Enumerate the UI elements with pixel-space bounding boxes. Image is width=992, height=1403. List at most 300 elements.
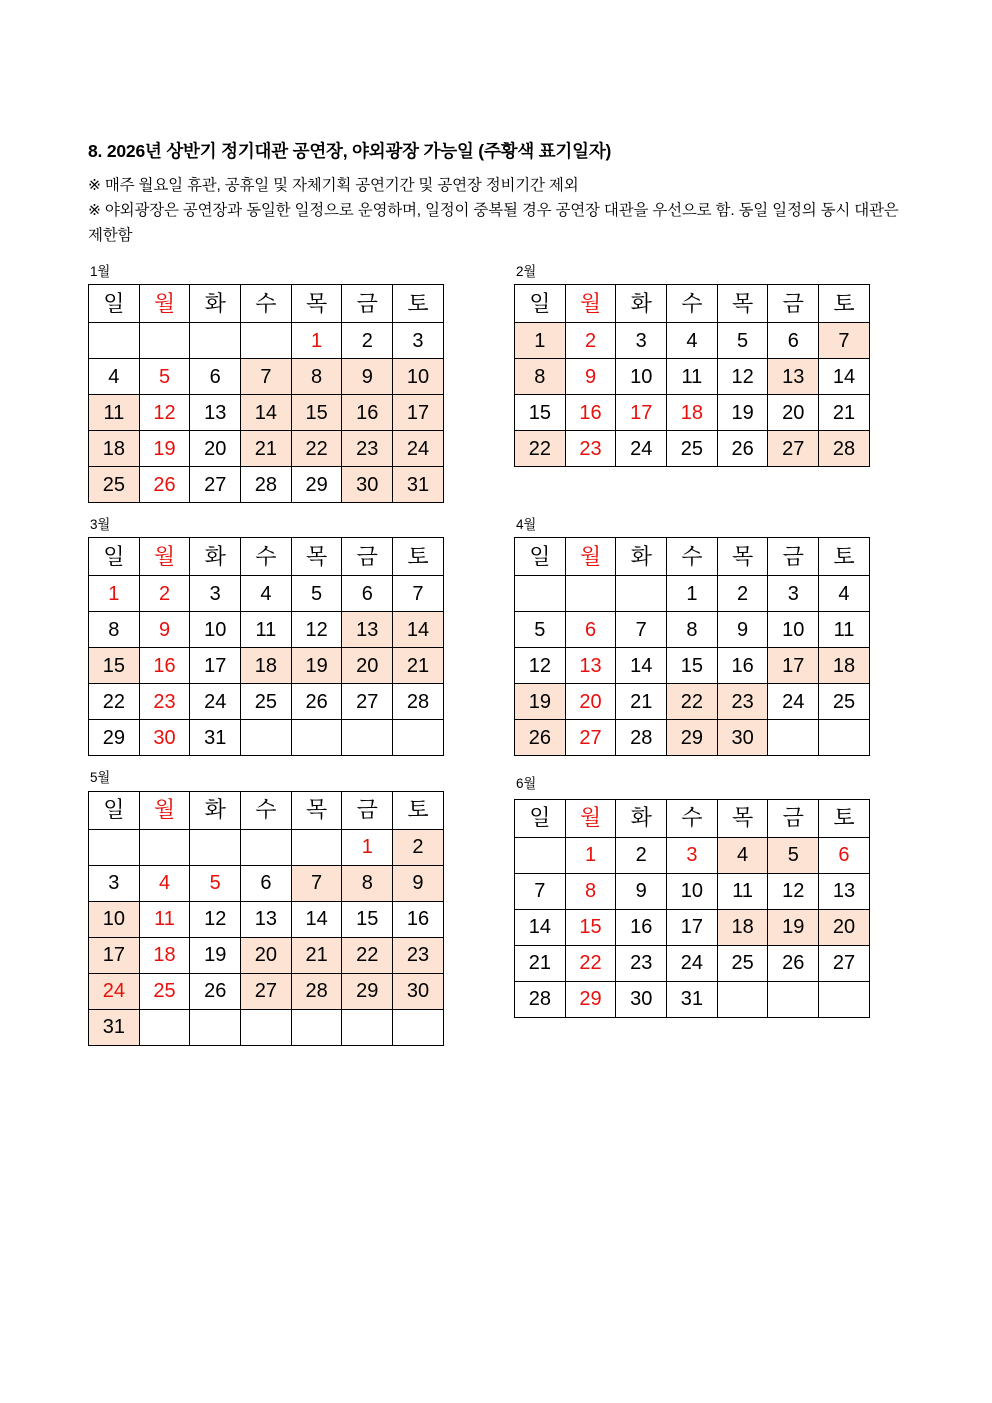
calendar-day-cell[interactable]: 23 [565,431,616,467]
calendar-week-row [89,359,444,395]
calendar-day-cell[interactable]: 11 [667,359,718,395]
calendar-day-cell[interactable]: 14 [819,359,870,395]
calendar-day-cell[interactable]: 5 [515,612,566,648]
calendar-empty-cell [190,829,241,865]
weekday-header-1: 월 [565,285,616,323]
calendar-day-cell[interactable]: 5 [190,865,241,901]
calendar-day-cell[interactable]: 5 [291,576,342,612]
calendar-table-march [88,537,444,756]
calendar-day-cell[interactable]: 26 [515,720,566,756]
month-label-april: 4월 [516,517,536,533]
calendar-day-cell[interactable]: 5 [768,837,819,873]
calendar-day-cell[interactable]: 18 [89,431,140,467]
calendar-week-row [515,981,870,1017]
calendar-empty-cell [139,829,190,865]
calendar-day-cell[interactable]: 20 [565,684,616,720]
calendar-table-february [514,284,870,467]
calendar-block-february [492,264,896,503]
calendar-day-cell[interactable]: 15 [89,648,140,684]
calendar-empty-cell [89,323,140,359]
calendar-empty-cell [616,576,667,612]
calendar-day-cell[interactable]: 22 [667,684,718,720]
calendar-day-cell[interactable]: 9 [565,359,616,395]
calendar-table-may [88,791,444,1046]
calendar-day-cell[interactable]: 15 [565,909,616,945]
calendar-day-cell[interactable]: 25 [717,945,768,981]
calendar-day-cell[interactable]: 30 [342,467,393,503]
calendar-day-cell[interactable]: 31 [190,720,241,756]
calendar-day-cell[interactable]: 9 [717,612,768,648]
calendar-day-cell[interactable]: 7 [291,865,342,901]
calendar-day-cell[interactable]: 26 [291,684,342,720]
calendar-week-row [515,323,870,359]
calendar-day-cell[interactable]: 31 [89,1009,140,1045]
calendar-day-cell[interactable]: 2 [565,323,616,359]
calendar-day-cell[interactable]: 1 [342,829,393,865]
calendar-day-cell[interactable]: 28 [393,684,444,720]
calendar-day-cell[interactable]: 2 [342,323,393,359]
calendar-day-cell[interactable]: 17 [667,909,718,945]
calendar-day-cell[interactable]: 27 [342,684,393,720]
calendar-day-cell[interactable]: 2 [139,576,190,612]
calendar-day-cell[interactable]: 18 [241,648,292,684]
calendar-day-cell[interactable]: 10 [667,873,718,909]
weekday-header-4: 목 [291,791,342,829]
weekday-header-2: 화 [616,799,667,837]
weekday-header-2: 화 [190,285,241,323]
calendar-day-cell[interactable]: 30 [717,720,768,756]
calendar-day-cell[interactable]: 11 [717,873,768,909]
weekday-header-0: 일 [515,285,566,323]
calendar-day-cell[interactable]: 15 [291,395,342,431]
calendar-day-cell[interactable]: 19 [768,909,819,945]
calendar-day-cell[interactable]: 20 [190,431,241,467]
calendar-day-cell[interactable]: 12 [768,873,819,909]
month-label-may: 5월 [90,770,110,786]
calendar-day-cell[interactable]: 1 [667,576,718,612]
calendar-day-cell[interactable]: 22 [342,937,393,973]
calendar-day-cell[interactable]: 9 [139,612,190,648]
weekday-header-row [89,285,444,323]
calendar-day-cell[interactable]: 8 [89,612,140,648]
calendar-day-cell[interactable]: 10 [616,359,667,395]
calendar-day-cell[interactable]: 25 [819,684,870,720]
weekday-header-5: 금 [768,799,819,837]
calendar-day-cell[interactable]: 23 [393,937,444,973]
weekday-header-1: 월 [565,538,616,576]
calendar-day-cell[interactable]: 23 [342,431,393,467]
weekday-header-5: 금 [768,285,819,323]
calendar-block-january [88,264,492,503]
weekday-header-1: 월 [139,791,190,829]
weekday-header-4: 목 [717,538,768,576]
calendar-day-cell[interactable]: 7 [393,576,444,612]
calendar-day-cell[interactable]: 30 [616,981,667,1017]
calendar-day-cell[interactable]: 29 [291,467,342,503]
calendar-week-row [89,612,444,648]
calendar-day-cell[interactable]: 11 [819,612,870,648]
calendar-week-row [89,1009,444,1045]
calendar-day-cell[interactable]: 12 [139,395,190,431]
calendar-day-cell[interactable]: 7 [616,612,667,648]
calendar-day-cell[interactable]: 28 [819,431,870,467]
calendar-day-cell[interactable]: 28 [515,981,566,1017]
calendar-day-cell[interactable]: 1 [89,576,140,612]
weekday-header-2: 화 [190,791,241,829]
calendar-day-cell[interactable]: 13 [190,395,241,431]
calendar-day-cell[interactable]: 21 [241,431,292,467]
calendar-day-cell[interactable]: 16 [616,909,667,945]
weekday-header-3: 수 [241,538,292,576]
weekday-header-6: 토 [819,538,870,576]
calendar-day-cell[interactable]: 25 [139,973,190,1009]
calendar-week-row [515,648,870,684]
calendar-empty-cell [342,720,393,756]
calendar-day-cell[interactable]: 28 [241,467,292,503]
calendar-day-cell[interactable]: 4 [667,323,718,359]
calendar-day-cell[interactable]: 23 [616,945,667,981]
calendar-day-cell[interactable]: 13 [241,901,292,937]
calendar-day-cell[interactable]: 29 [342,973,393,1009]
calendar-day-cell[interactable]: 13 [819,873,870,909]
calendar-empty-cell [291,829,342,865]
calendar-empty-cell [291,720,342,756]
calendar-day-cell[interactable]: 14 [616,648,667,684]
calendar-day-cell[interactable]: 6 [190,359,241,395]
calendar-day-cell[interactable]: 21 [291,937,342,973]
calendar-week-row [89,684,444,720]
calendar-day-cell[interactable]: 17 [616,395,667,431]
weekday-header-2: 화 [616,538,667,576]
calendar-week-row [515,684,870,720]
weekday-header-0: 일 [89,791,140,829]
calendar-day-cell[interactable]: 20 [819,909,870,945]
calendar-day-cell[interactable]: 19 [139,431,190,467]
calendar-grid [88,264,907,1054]
calendar-day-cell[interactable]: 27 [190,467,241,503]
calendar-day-cell[interactable]: 12 [190,901,241,937]
calendar-day-cell[interactable]: 24 [616,431,667,467]
calendar-week-row [515,576,870,612]
weekday-header-0: 일 [515,538,566,576]
calendar-day-cell[interactable]: 10 [89,901,140,937]
calendar-day-cell[interactable]: 24 [667,945,718,981]
calendar-week-row [89,901,444,937]
calendar-day-cell[interactable]: 22 [89,684,140,720]
weekday-header-2: 화 [616,285,667,323]
calendar-day-cell[interactable]: 1 [291,323,342,359]
calendar-day-cell[interactable]: 7 [819,323,870,359]
calendar-day-cell[interactable]: 6 [241,865,292,901]
calendar-day-cell[interactable]: 13 [565,648,616,684]
calendar-week-row [515,837,870,873]
calendar-week-row [515,612,870,648]
calendar-empty-cell [393,720,444,756]
weekday-header-5: 금 [768,538,819,576]
calendar-day-cell[interactable]: 22 [515,431,566,467]
calendar-table-april [514,537,870,756]
calendar-block-june [492,776,896,1045]
calendar-empty-cell [241,323,292,359]
calendar-day-cell[interactable]: 19 [291,648,342,684]
calendar-day-cell[interactable]: 14 [393,612,444,648]
calendar-day-cell[interactable]: 3 [190,576,241,612]
weekday-header-row [515,799,870,837]
calendar-day-cell[interactable]: 17 [768,648,819,684]
calendar-day-cell[interactable]: 16 [393,901,444,937]
weekday-header-row [515,538,870,576]
calendar-day-cell[interactable]: 26 [190,973,241,1009]
calendar-day-cell[interactable]: 29 [565,981,616,1017]
calendar-day-cell[interactable]: 20 [342,648,393,684]
calendar-day-cell[interactable]: 29 [89,720,140,756]
calendar-day-cell[interactable]: 23 [717,684,768,720]
weekday-header-4: 목 [291,538,342,576]
month-label-june: 6월 [516,776,536,792]
calendar-day-cell[interactable]: 7 [515,873,566,909]
calendar-empty-cell [190,1009,241,1045]
note-line-1: ※ 매주 월요일 휴관, 공휴일 및 자체기획 공연기간 및 공연장 정비기간 제외 [88,176,579,194]
weekday-header-4: 목 [717,799,768,837]
calendar-empty-cell [819,981,870,1017]
calendar-week-row [515,395,870,431]
calendar-day-cell[interactable]: 30 [393,973,444,1009]
calendar-day-cell[interactable]: 11 [89,395,140,431]
month-label-january: 1월 [90,264,110,280]
calendar-day-cell[interactable]: 25 [241,684,292,720]
calendar-day-cell[interactable]: 3 [616,323,667,359]
calendar-empty-cell [819,720,870,756]
calendar-block-april [492,517,896,756]
calendar-day-cell[interactable]: 27 [768,431,819,467]
calendar-day-cell[interactable]: 16 [565,395,616,431]
calendar-day-cell[interactable]: 4 [241,576,292,612]
calendar-day-cell[interactable]: 12 [717,359,768,395]
calendar-day-cell[interactable]: 10 [393,359,444,395]
calendar-day-cell[interactable]: 30 [139,720,190,756]
calendar-day-cell[interactable]: 27 [819,945,870,981]
calendar-block-may [88,770,492,1045]
calendar-day-cell[interactable]: 19 [515,684,566,720]
calendar-day-cell[interactable]: 20 [241,937,292,973]
calendar-empty-cell [515,837,566,873]
calendar-day-cell[interactable]: 21 [819,395,870,431]
month-label-march: 3월 [90,517,110,533]
calendar-week-row [89,467,444,503]
calendar-empty-cell [291,1009,342,1045]
weekday-header-5: 금 [342,285,393,323]
calendar-day-cell[interactable]: 25 [667,431,718,467]
weekday-header-6: 토 [819,285,870,323]
calendar-day-cell[interactable]: 21 [616,684,667,720]
calendar-day-cell[interactable]: 24 [89,973,140,1009]
calendar-day-cell[interactable]: 19 [717,395,768,431]
weekday-header-4: 목 [291,285,342,323]
calendar-table-january [88,284,444,503]
calendar-day-cell[interactable]: 5 [717,323,768,359]
calendar-day-cell[interactable]: 11 [139,901,190,937]
calendar-day-cell[interactable]: 10 [190,612,241,648]
calendar-day-cell[interactable]: 21 [393,648,444,684]
calendar-block-march [88,517,492,756]
calendar-week-row [89,973,444,1009]
calendar-table-june [514,799,870,1018]
weekday-header-1: 월 [139,538,190,576]
calendar-day-cell[interactable]: 8 [667,612,718,648]
calendar-empty-cell [717,981,768,1017]
calendar-day-cell[interactable]: 1 [515,323,566,359]
calendar-day-cell[interactable]: 2 [393,829,444,865]
calendar-day-cell[interactable]: 6 [819,837,870,873]
calendar-day-cell[interactable]: 18 [667,395,718,431]
weekday-header-0: 일 [89,538,140,576]
calendar-day-cell[interactable]: 3 [667,837,718,873]
calendar-day-cell[interactable]: 31 [393,467,444,503]
weekday-header-2: 화 [190,538,241,576]
calendar-day-cell[interactable]: 24 [393,431,444,467]
calendar-day-cell[interactable]: 11 [241,612,292,648]
calendar-day-cell[interactable]: 23 [139,684,190,720]
calendar-empty-cell [139,1009,190,1045]
weekday-header-3: 수 [241,791,292,829]
calendar-day-cell[interactable]: 14 [291,901,342,937]
calendar-day-cell[interactable]: 18 [819,648,870,684]
calendar-day-cell[interactable]: 15 [667,648,718,684]
calendar-day-cell[interactable]: 14 [241,395,292,431]
calendar-day-cell[interactable]: 1 [565,837,616,873]
calendar-day-cell[interactable]: 19 [190,937,241,973]
calendar-week-row [515,720,870,756]
calendar-day-cell[interactable]: 6 [768,323,819,359]
calendar-day-cell[interactable]: 14 [515,909,566,945]
weekday-header-3: 수 [667,538,718,576]
calendar-day-cell[interactable]: 12 [515,648,566,684]
weekday-header-3: 수 [667,799,718,837]
calendar-day-cell[interactable]: 9 [616,873,667,909]
calendar-day-cell[interactable]: 31 [667,981,718,1017]
calendar-day-cell[interactable]: 28 [616,720,667,756]
calendar-day-cell[interactable]: 2 [717,576,768,612]
weekday-header-5: 금 [342,791,393,829]
calendar-week-row [89,865,444,901]
calendar-day-cell[interactable]: 8 [565,873,616,909]
calendar-day-cell[interactable]: 26 [717,431,768,467]
calendar-day-cell[interactable]: 24 [768,684,819,720]
calendar-day-cell[interactable]: 8 [515,359,566,395]
calendar-day-cell[interactable]: 5 [139,359,190,395]
calendar-day-cell[interactable]: 4 [89,359,140,395]
calendar-day-cell[interactable]: 9 [393,865,444,901]
calendar-day-cell[interactable]: 15 [515,395,566,431]
calendar-day-cell[interactable]: 25 [89,467,140,503]
calendar-empty-cell [241,1009,292,1045]
calendar-day-cell[interactable]: 29 [667,720,718,756]
calendar-day-cell[interactable]: 22 [565,945,616,981]
calendar-week-row [89,720,444,756]
calendar-day-cell[interactable]: 2 [616,837,667,873]
calendar-day-cell[interactable]: 28 [291,973,342,1009]
calendar-day-cell[interactable]: 4 [819,576,870,612]
calendar-week-row [515,909,870,945]
note-line-2: ※ 야외광장은 공연장과 동일한 일정으로 운영하며, 일정이 중복될 경우 공연장 대관을 우선으로 함. 동일 일정의 동시 대관은 제한함 [88,201,899,244]
calendar-empty-cell [515,576,566,612]
calendar-day-cell[interactable]: 18 [139,937,190,973]
calendar-day-cell[interactable]: 6 [565,612,616,648]
weekday-header-6: 토 [819,799,870,837]
calendar-day-cell[interactable]: 13 [768,359,819,395]
weekday-header-row [515,285,870,323]
weekday-header-3: 수 [241,285,292,323]
calendar-day-cell[interactable]: 17 [89,937,140,973]
calendar-day-cell[interactable]: 8 [291,359,342,395]
calendar-day-cell[interactable]: 16 [139,648,190,684]
calendar-day-cell[interactable]: 18 [717,909,768,945]
weekday-header-6: 토 [393,538,444,576]
calendar-day-cell[interactable]: 22 [291,431,342,467]
weekday-header-6: 토 [393,285,444,323]
weekday-header-5: 금 [342,538,393,576]
weekday-header-0: 일 [515,799,566,837]
weekday-header-4: 목 [717,285,768,323]
calendar-week-row [89,829,444,865]
calendar-empty-cell [768,720,819,756]
calendar-day-cell[interactable]: 24 [190,684,241,720]
calendar-empty-cell [565,576,616,612]
calendar-empty-cell [342,1009,393,1045]
calendar-day-cell[interactable]: 26 [139,467,190,503]
calendar-day-cell[interactable]: 3 [89,865,140,901]
calendar-week-row [89,576,444,612]
weekday-header-1: 월 [565,799,616,837]
calendar-day-cell[interactable]: 26 [768,945,819,981]
calendar-day-cell[interactable]: 27 [565,720,616,756]
weekday-header-0: 일 [89,285,140,323]
weekday-header-1: 월 [139,285,190,323]
calendar-empty-cell [89,829,140,865]
calendar-day-cell[interactable]: 20 [768,395,819,431]
calendar-day-cell[interactable]: 10 [768,612,819,648]
calendar-day-cell[interactable]: 3 [393,323,444,359]
calendar-day-cell[interactable]: 7 [241,359,292,395]
calendar-day-cell[interactable]: 15 [342,901,393,937]
calendar-day-cell[interactable]: 16 [342,395,393,431]
calendar-day-cell[interactable]: 12 [291,612,342,648]
calendar-day-cell[interactable]: 17 [190,648,241,684]
calendar-empty-cell [393,1009,444,1045]
calendar-week-row [515,431,870,467]
calendar-week-row [89,937,444,973]
calendar-day-cell[interactable]: 27 [241,973,292,1009]
calendar-week-row [89,395,444,431]
calendar-day-cell[interactable]: 8 [342,865,393,901]
weekday-header-3: 수 [667,285,718,323]
calendar-day-cell[interactable]: 9 [342,359,393,395]
calendar-day-cell[interactable]: 3 [768,576,819,612]
calendar-empty-cell [241,720,292,756]
calendar-week-row [515,873,870,909]
calendar-week-row [89,648,444,684]
calendar-day-cell[interactable]: 16 [717,648,768,684]
calendar-empty-cell [139,323,190,359]
calendar-day-cell[interactable]: 17 [393,395,444,431]
calendar-empty-cell [768,981,819,1017]
calendar-day-cell[interactable]: 6 [342,576,393,612]
calendar-empty-cell [241,829,292,865]
calendar-day-cell[interactable]: 13 [342,612,393,648]
calendar-day-cell[interactable]: 21 [515,945,566,981]
calendar-day-cell[interactable]: 4 [717,837,768,873]
calendar-day-cell[interactable]: 4 [139,865,190,901]
